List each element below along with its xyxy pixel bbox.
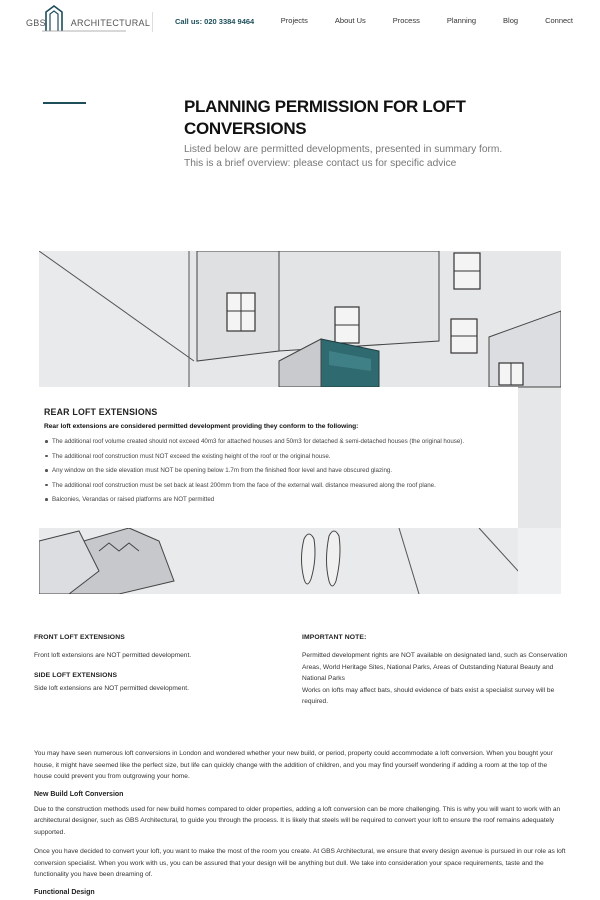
accent-line <box>43 102 86 104</box>
logo-wordmark[interactable] <box>26 18 150 28</box>
front-title: FRONT LOFT EXTENSIONS <box>34 634 125 641</box>
list-item: The additional roof volume created should not exceed 40m3 for attached houses and 50m3 for detached & semi-detached houses (the original house). <box>44 438 518 445</box>
nav-blog[interactable]: Blog <box>503 16 519 25</box>
side-text: Side loft extensions are NOT permitted development. <box>34 684 189 692</box>
body-paragraph-1: You may have seen numerous loft conversions in London and wondered whether your new build, or period, property could accommodate a loft conversion. When you bought your house, it might have seemed like the perfect size, but life can quickly change with the addition of children, and you may find yourself wondering if adding a room at the top of the house could prevent you from outgrowing your home. <box>34 750 553 780</box>
body-paragraph-3: Once you have decided to convert your loft, you want to make the most of the room you create. At GBS Architectural, we ensure that every design avenue is pursued in our role as loft conversion specialist. When you work with us, you can be assured that your design will be anything but dull. We take into consideration your space requirements, taste and the functionality you have been dreaming of. <box>34 848 566 878</box>
site-header <box>0 0 600 44</box>
note-text-1: Permitted development rights are NOT available on designated land, such as Conservation Areas, World Heritage Sites, National Parks, Areas of Outstanding Natural Beauty and National Parks <box>302 652 568 682</box>
list-item: The additional roof construction must be set back at least 200mm from the face of the external wall. distance measured along the roof plane. <box>44 482 518 489</box>
page-subtitle: Listed below are permitted developments, presented in summary form. This is a brief overview: please contact us for specific advice <box>184 144 503 169</box>
nav-about-us[interactable]: About Us <box>334 16 366 25</box>
note-title: IMPORTANT NOTE: <box>302 634 367 641</box>
logo-brand: GBS <box>26 18 46 28</box>
important-note <box>302 634 570 708</box>
rear-intro: Rear loft extensions are considered permitted development providing they conform to the following: <box>44 423 359 430</box>
front-text: Front loft extensions are NOT permitted development. <box>34 652 192 659</box>
list-item: The additional roof construction must NOT exceed the existing height of the roof or the original house. <box>44 453 518 460</box>
nav-process[interactable]: Process <box>392 16 420 25</box>
page-title: PLANNING PERMISSION FOR LOFT CONVERSIONS <box>184 97 466 138</box>
rear-conditions-list <box>44 438 518 503</box>
new-build-heading: New Build Loft Conversion <box>34 790 124 798</box>
side-title: SIDE LOFT EXTENSIONS <box>34 671 118 679</box>
main-nav <box>254 16 573 25</box>
front-side-extensions <box>34 634 274 694</box>
nav-projects[interactable]: Projects <box>280 16 308 25</box>
nav-connect[interactable]: Connect <box>545 16 573 25</box>
note-text-2: Works on lofts may affect bats, should evidence of bats exist a specialist survey will be required. <box>302 686 555 705</box>
functional-design-heading: Functional Design <box>34 888 95 896</box>
nav-planning[interactable]: Planning <box>446 16 477 25</box>
call-us-link[interactable]: Call us: 020 3384 9464 <box>175 17 255 26</box>
body-paragraph-2: Due to the construction methods used for new build homes compared to older properties, adding a loft conversion can be more challenging. This is why you will want to work with an architectural designer, such as GBS Architectural, to guide you through the process. It is likely that steels will be required to convert your loft to ensure the roof remains adequately supported. <box>34 805 561 836</box>
rear-title: REAR LOFT EXTENSIONS <box>44 407 158 417</box>
list-item: Any window on the side elevation must NOT be opening below 1.7m from the finished floor level and have obscured glazing. <box>44 467 518 474</box>
list-item: Balconies, Verandas or raised platforms are NOT permitted <box>44 496 518 503</box>
logo-name: ARCHITECTURAL <box>70 18 151 28</box>
article-body <box>34 748 566 900</box>
rear-extensions-card <box>39 387 518 528</box>
header-divider <box>152 12 153 32</box>
